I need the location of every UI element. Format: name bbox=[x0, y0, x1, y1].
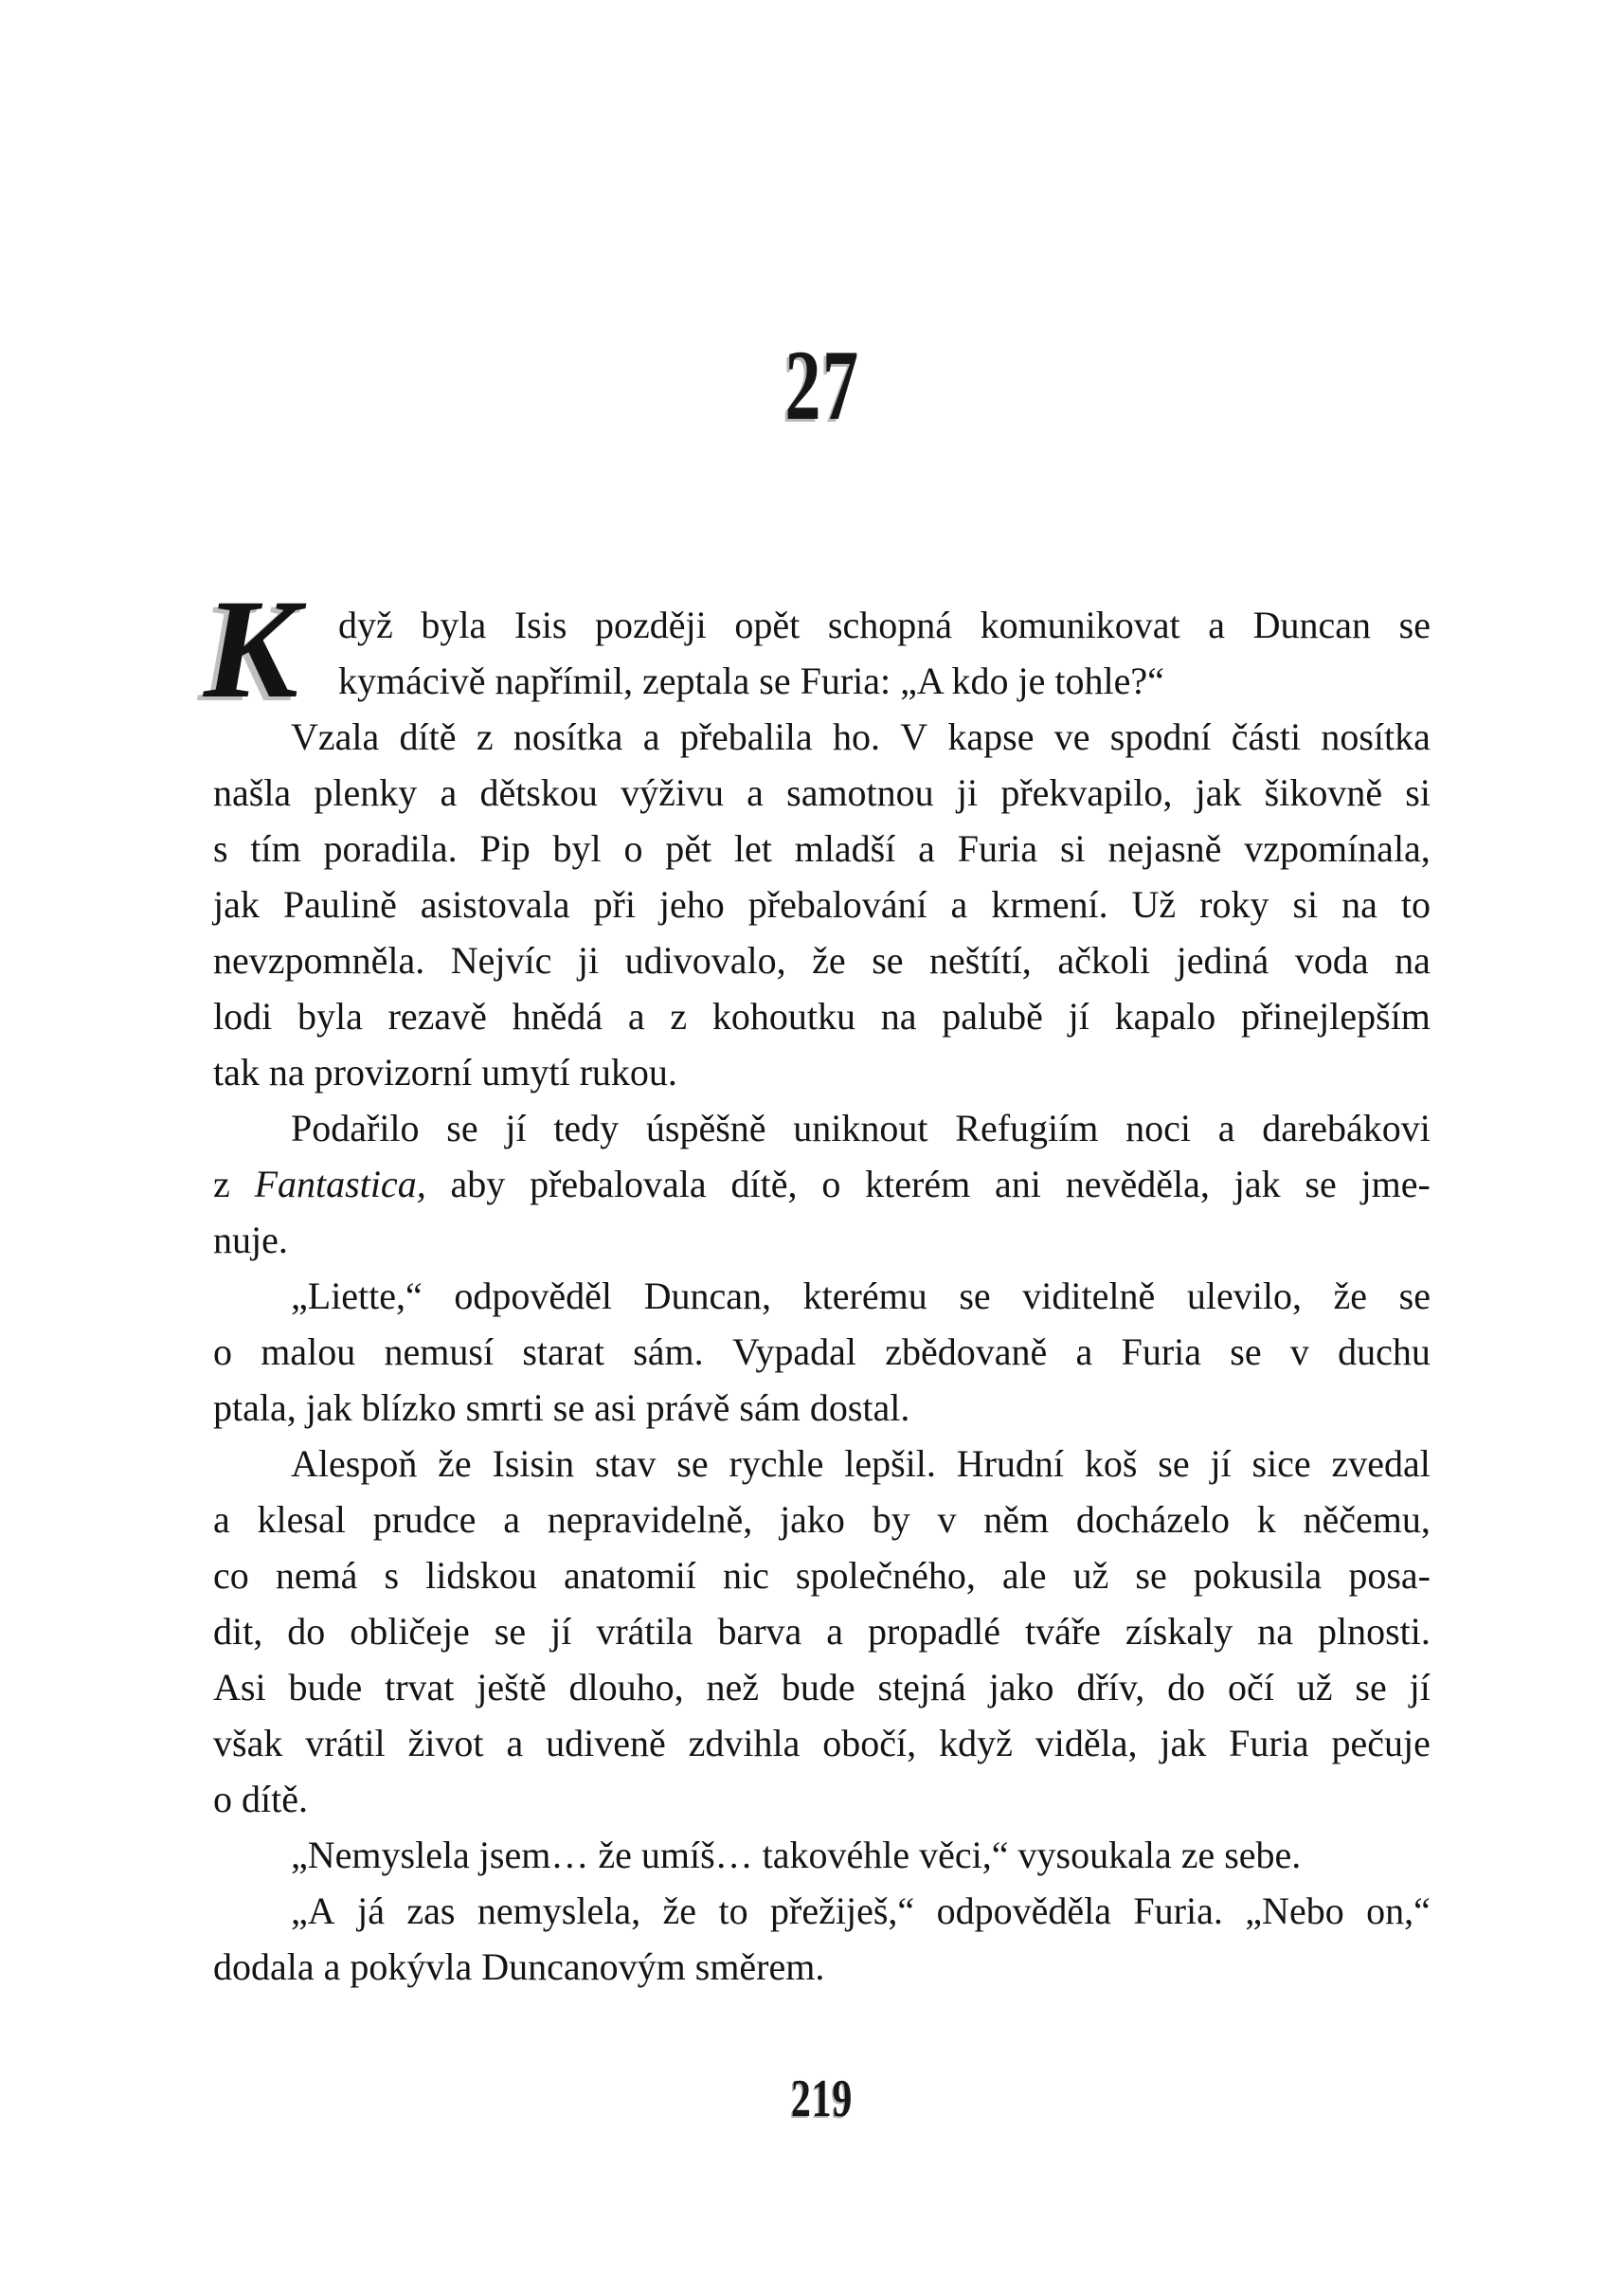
text-line: a klesal prudce a nepravidelně, jako by v něm docházelo k něčemu, bbox=[213, 1498, 1431, 1541]
text-line: Vzala dítě z nosítka a přebalila ho. V kapse ve spodní části nosítka bbox=[291, 715, 1431, 758]
drop-cap-initial: K bbox=[204, 570, 299, 728]
text-line: našla plenky a dětskou výživu a samotnou ji překvapilo, jak šikovně si bbox=[213, 771, 1431, 814]
text-line: tak na provizorní umytí rukou. bbox=[213, 1051, 677, 1094]
text-line: dyž byla Isis později opět schopná komunikovat a Duncan se bbox=[338, 604, 1431, 646]
text-line: „Nemyslela jsem… že umíš… takovéhle věci,“ vysoukala ze sebe. bbox=[291, 1834, 1302, 1876]
text-line: „A já zas nemyslela, že to přežiješ,“ odpověděla Furia. „Nebo on,“ bbox=[291, 1889, 1431, 1932]
text-line: Podařilo se jí tedy úspěšně uniknout Refugiím noci a darebákovi bbox=[291, 1107, 1431, 1149]
text-line: Asi bude trvat ještě dlouho, než bude stejná jako dřív, do očí už se jí bbox=[213, 1666, 1431, 1708]
page-number: 219 bbox=[790, 2070, 854, 2128]
text-line: „Liette,“ odpověděl Duncan, kterému se viditelně ulevilo, že se bbox=[291, 1275, 1431, 1317]
page-footer bbox=[213, 2070, 1431, 2128]
text-line: s tím poradila. Pip byl o pět let mladší a Furia si nejasně vzpomínala, bbox=[213, 827, 1431, 870]
text-line: o dítě. bbox=[213, 1778, 308, 1820]
text-line: o malou nemusí starat sám. Vypadal zbědovaně a Furia se v duchu bbox=[213, 1330, 1431, 1373]
text-line: nevzpomněla. Nejvíc ji udivovalo, že se neštítí, ačkoli jediná voda na bbox=[213, 939, 1431, 982]
text-line: Alespoň že Isisin stav se rychle lepšil. Hrudní koš se jí sice zvedal bbox=[291, 1442, 1431, 1485]
chapter-heading bbox=[213, 330, 1431, 441]
text-line: nuje. bbox=[213, 1219, 288, 1261]
chapter-number: 27 bbox=[783, 330, 860, 441]
text-line: ptala, jak blízko smrti se asi právě sám dostal. bbox=[213, 1386, 910, 1429]
text-line: dit, do obličeje se jí vrátila barva a propadlé tváře získaly na plnosti. bbox=[213, 1610, 1431, 1653]
body-text bbox=[204, 570, 1431, 1995]
text-line: jak Paulině asistovala při jeho přebalování a krmení. Už roky si na to bbox=[213, 883, 1431, 926]
text-line: lodi byla rezavě hnědá a z kohoutku na palubě jí kapalo přinejlepším bbox=[213, 995, 1431, 1038]
text-line: z Fantastica, aby přebalovala dítě, o kterém ani nevěděla, jak se jme- bbox=[213, 1163, 1431, 1205]
text-line: co nemá s lidskou anatomií nic společného, ale už se pokusila posa- bbox=[213, 1554, 1431, 1597]
text-line: kymácivě napřímil, zeptala se Furia: „A kdo je tohle?“ bbox=[338, 660, 1164, 702]
text-line: však vrátil život a udiveně zdvihla obočí, když viděla, jak Furia pečuje bbox=[213, 1722, 1431, 1764]
text-lines bbox=[213, 597, 1431, 1995]
text-line: dodala a pokývla Duncanovým směrem. bbox=[213, 1945, 825, 1988]
